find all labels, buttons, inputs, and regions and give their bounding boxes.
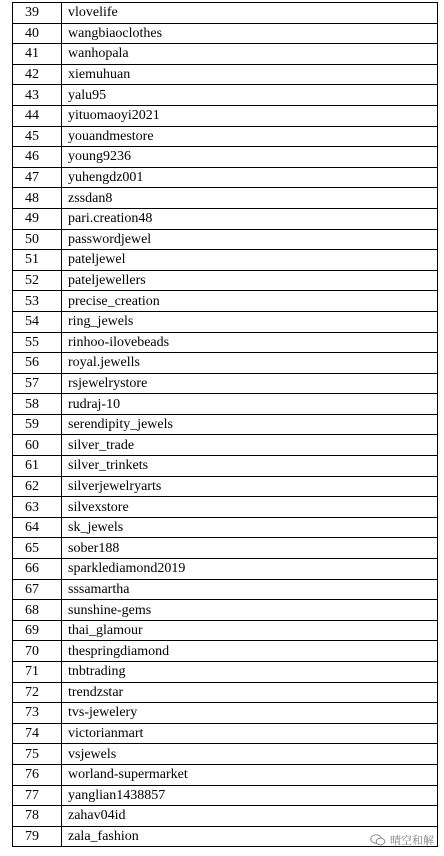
table-row: [13, 229, 438, 250]
row-number: 40: [13, 23, 62, 44]
row-number: 39: [13, 3, 62, 24]
table-row: [13, 44, 438, 65]
table-row: [13, 147, 438, 168]
table-row: [13, 806, 438, 827]
watermark-text: 晴空和解: [390, 834, 434, 847]
table-row: [13, 559, 438, 580]
account-name: young9236: [62, 147, 438, 168]
table-row: [13, 332, 438, 353]
account-name: sssamartha: [62, 579, 438, 600]
account-name: sunshine-gems: [62, 600, 438, 621]
account-name: tnbtrading: [62, 662, 438, 683]
row-number: 56: [13, 353, 62, 374]
row-number: 64: [13, 517, 62, 538]
row-number: 79: [13, 826, 62, 847]
row-number: 53: [13, 291, 62, 312]
row-number: 57: [13, 373, 62, 394]
row-number: 45: [13, 126, 62, 147]
account-name: silver_trade: [62, 435, 438, 456]
row-number: 78: [13, 806, 62, 827]
account-name: worland-supermarket: [62, 764, 438, 785]
row-number: 47: [13, 167, 62, 188]
wechat-icon: [370, 834, 386, 846]
account-table: [12, 2, 438, 847]
row-number: 61: [13, 456, 62, 477]
account-name: sober188: [62, 538, 438, 559]
account-name: youandmestore: [62, 126, 438, 147]
row-number: 75: [13, 744, 62, 765]
row-number: 74: [13, 723, 62, 744]
row-number: 77: [13, 785, 62, 806]
account-name: silverjewelryarts: [62, 476, 438, 497]
row-number: 65: [13, 538, 62, 559]
row-number: 63: [13, 497, 62, 518]
account-name: yanglian1438857: [62, 785, 438, 806]
account-name: sparklediamond2019: [62, 559, 438, 580]
table-row: [13, 764, 438, 785]
account-name: sk_jewels: [62, 517, 438, 538]
account-name: pateljewellers: [62, 270, 438, 291]
table-row: [13, 250, 438, 271]
table-body: [13, 3, 438, 847]
row-number: 51: [13, 250, 62, 271]
table-row: [13, 208, 438, 229]
table-row: [13, 353, 438, 374]
table-row: [13, 682, 438, 703]
table-row: [13, 600, 438, 621]
table-row: [13, 497, 438, 518]
account-name: yituomaoyi2021: [62, 105, 438, 126]
table-row: [13, 785, 438, 806]
row-number: 52: [13, 270, 62, 291]
account-name: rinhoo-ilovebeads: [62, 332, 438, 353]
table-row: [13, 414, 438, 435]
table-row: [13, 579, 438, 600]
row-number: 67: [13, 579, 62, 600]
row-number: 59: [13, 414, 62, 435]
row-number: 73: [13, 703, 62, 724]
account-name: trendzstar: [62, 682, 438, 703]
document-page: [12, 2, 438, 847]
account-name: pari.creation48: [62, 208, 438, 229]
account-name: tvs-jewelery: [62, 703, 438, 724]
table-row: [13, 311, 438, 332]
account-name: vlovelife: [62, 3, 438, 24]
account-name: pateljewel: [62, 250, 438, 271]
table-row: [13, 662, 438, 683]
table-row: [13, 538, 438, 559]
table-row: [13, 64, 438, 85]
table-row: [13, 744, 438, 765]
row-number: 54: [13, 311, 62, 332]
table-row: [13, 641, 438, 662]
row-number: 60: [13, 435, 62, 456]
account-name: thespringdiamond: [62, 641, 438, 662]
table-row: [13, 476, 438, 497]
row-number: 44: [13, 105, 62, 126]
row-number: 58: [13, 394, 62, 415]
table-row: [13, 85, 438, 106]
account-name: royal.jewells: [62, 353, 438, 374]
row-number: 66: [13, 559, 62, 580]
table-row: [13, 703, 438, 724]
account-name: passwordjewel: [62, 229, 438, 250]
account-name: zala_fashion: [62, 826, 438, 847]
row-number: 43: [13, 85, 62, 106]
row-number: 50: [13, 229, 62, 250]
table-row: [13, 126, 438, 147]
table-row: [13, 105, 438, 126]
table-row: [13, 291, 438, 312]
table-row: [13, 373, 438, 394]
row-number: 49: [13, 208, 62, 229]
row-number: 76: [13, 764, 62, 785]
table-row: [13, 517, 438, 538]
table-row: [13, 167, 438, 188]
table-row: [13, 456, 438, 477]
account-name: xiemuhuan: [62, 64, 438, 85]
table-row: [13, 3, 438, 24]
account-name: serendipity_jewels: [62, 414, 438, 435]
table-row: [13, 620, 438, 641]
account-name: wanhopala: [62, 44, 438, 65]
account-name: rsjewelrystore: [62, 373, 438, 394]
account-name: yuhengdz001: [62, 167, 438, 188]
account-name: silver_trinkets: [62, 456, 438, 477]
row-number: 46: [13, 147, 62, 168]
row-number: 55: [13, 332, 62, 353]
table-row: [13, 394, 438, 415]
account-name: rudraj-10: [62, 394, 438, 415]
table-row: [13, 23, 438, 44]
row-number: 62: [13, 476, 62, 497]
table-row: [13, 435, 438, 456]
row-number: 48: [13, 188, 62, 209]
table-row: [13, 723, 438, 744]
account-name: ring_jewels: [62, 311, 438, 332]
account-name: precise_creation: [62, 291, 438, 312]
row-number: 42: [13, 64, 62, 85]
account-name: silvexstore: [62, 497, 438, 518]
table-row: [13, 188, 438, 209]
account-name: zahav04id: [62, 806, 438, 827]
row-number: 70: [13, 641, 62, 662]
watermark: [370, 832, 434, 848]
account-name: victorianmart: [62, 723, 438, 744]
row-number: 72: [13, 682, 62, 703]
row-number: 41: [13, 44, 62, 65]
account-name: zssdan8: [62, 188, 438, 209]
account-name: wangbiaoclothes: [62, 23, 438, 44]
row-number: 69: [13, 620, 62, 641]
row-number: 68: [13, 600, 62, 621]
account-name: yalu95: [62, 85, 438, 106]
row-number: 71: [13, 662, 62, 683]
table-row: [13, 270, 438, 291]
account-name: thai_glamour: [62, 620, 438, 641]
account-name: vsjewels: [62, 744, 438, 765]
